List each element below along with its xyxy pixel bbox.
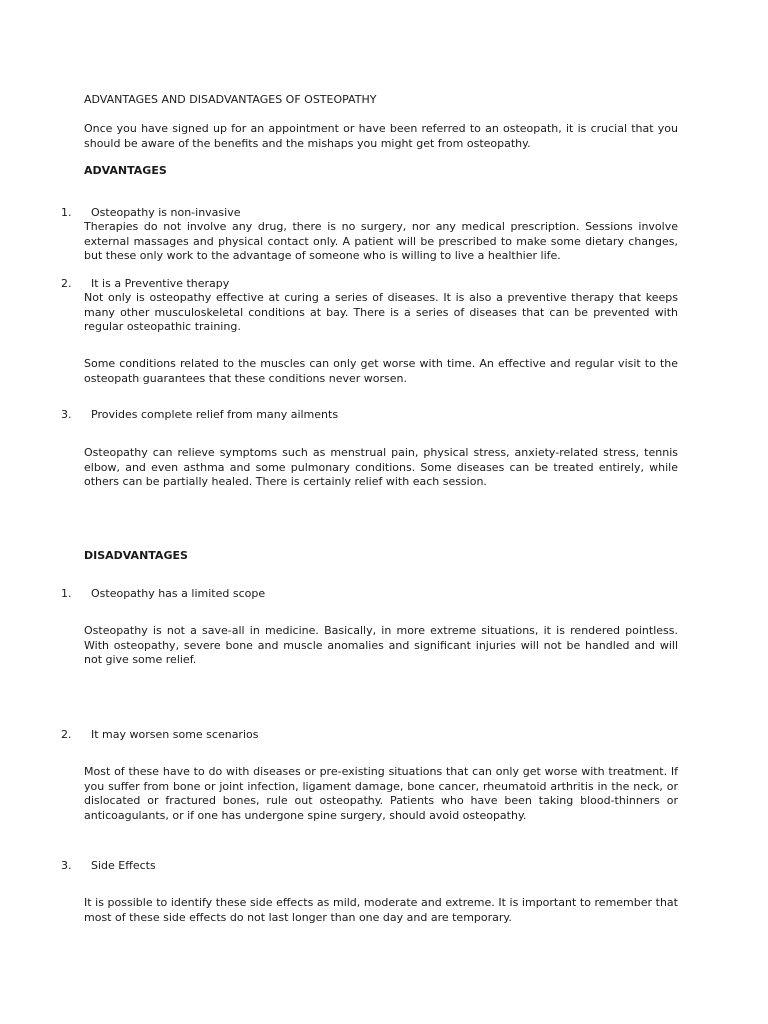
intro-paragraph: Once you have signed up for an appointment or have been referred to an osteopath, it is crucial that you should be aware of the benefits and the mishaps you might get from osteopathy. <box>84 122 678 150</box>
advantage-1-paragraph-1: Therapies do not involve any drug, there is no surgery, nor any medical prescription. Sessions involve external massages and physical contact only. A patient will be prescribed to make some dietary changes, but these only work to the advantage of someone who is willing to live a healthier life. <box>84 220 678 262</box>
disadvantage-3-title: Side Effects <box>91 859 156 872</box>
disadvantage-2-title: It may worsen some scenarios <box>91 728 259 741</box>
advantage-3-title: Provides complete relief from many ailments <box>91 408 339 421</box>
disadvantage-1-number: 1. <box>61 587 72 600</box>
advantage-2-paragraph-2: Some conditions related to the muscles can only get worse with time. An effective and regular visit to the osteopath guarantees that these conditions never worsen. <box>84 357 678 385</box>
advantage-2-paragraph-1: Not only is osteopathy effective at curing a series of diseases. It is also a preventive therapy that keeps many other musculoskeletal conditions at bay. There is a series of diseases that can be prevented with regular osteopathic training. <box>84 291 678 333</box>
advantage-1-title: Osteopathy is non-invasive <box>91 206 241 219</box>
advantage-2-number: 2. <box>61 277 72 290</box>
advantage-3-number: 3. <box>61 408 72 421</box>
disadvantage-2-paragraph-1: Most of these have to do with diseases or pre-existing situations that can only get worse with treatment. If you suffer from bone or joint infection, ligament damage, bone cancer, rheumatoid arthritis in the neck, or dislocated or fractured bones, rule out osteopathy. Patients who have been taking blood-thinners or anticoagulants, or if one has undergone spine surgery, should avoid osteopathy. <box>84 765 678 822</box>
disadvantages-heading: DISADVANTAGES <box>84 549 188 562</box>
disadvantage-1-paragraph-1: Osteopathy is not a save-all in medicine. Basically, in more extreme situations, it is rendered pointless. With osteopathy, severe bone and muscle anomalies and significant injuries will not be handled and will not give some relief. <box>84 624 678 666</box>
disadvantage-3-number: 3. <box>61 859 72 872</box>
disadvantage-1-title: Osteopathy has a limited scope <box>91 587 266 600</box>
advantage-3-paragraph-1: Osteopathy can relieve symptoms such as menstrual pain, physical stress, anxiety-related stress, tennis elbow, and even asthma and some pulmonary conditions. Some diseases can be treated entirely, while others can be partially healed. There is certainly relief with each session. <box>84 446 678 488</box>
disadvantage-2-number: 2. <box>61 728 72 741</box>
advantages-heading: ADVANTAGES <box>84 164 167 177</box>
disadvantage-3-paragraph-1: It is possible to identify these side effects as mild, moderate and extreme. It is important to remember that most of these side effects do not last longer than one day and are temporary. <box>84 896 678 924</box>
document-title: ADVANTAGES AND DISADVANTAGES OF OSTEOPATHY <box>84 93 377 106</box>
advantage-2-title: It is a Preventive therapy <box>91 277 230 290</box>
advantage-1-number: 1. <box>61 206 72 219</box>
